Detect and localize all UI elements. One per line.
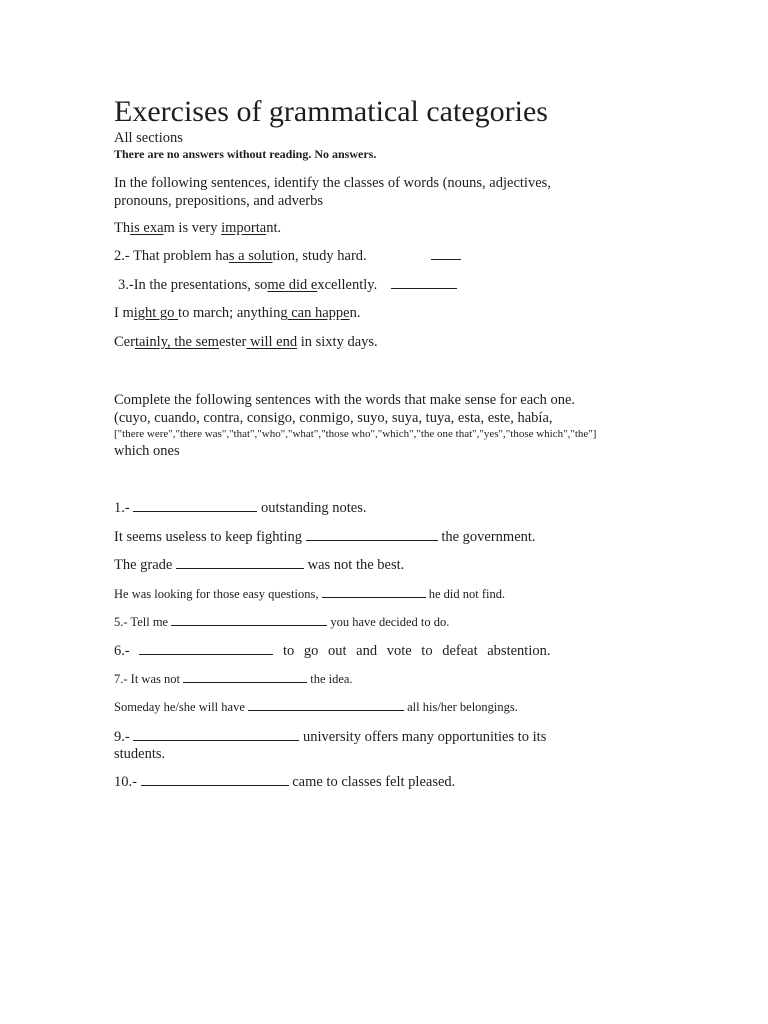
answer-blank[interactable] [183, 672, 307, 683]
exercise-item-2: It seems useless to keep fighting the government. [114, 529, 536, 545]
answer-blank[interactable] [171, 615, 327, 626]
answer-blank[interactable] [139, 642, 273, 655]
section1-sentence-3: 3.-In the presentations, some did excellently. [118, 276, 457, 294]
page-subtitle: All sections [114, 130, 183, 146]
answer-blank[interactable] [133, 499, 257, 512]
answer-blank[interactable] [141, 773, 289, 786]
exercise-item-10: 10.- came to classes felt pleased. [114, 774, 456, 790]
section1-sentence-4: I might go to march; anything can happen. [114, 305, 361, 321]
section2-translation-line: ["there were","there was","that","who","what","those who","which","the one that","yes","those which","the"] [114, 428, 597, 440]
section1-instruction: In the following sentences, identify the classes of words (nouns, adjectives, pronouns, prepositions, and adverbs [114, 175, 551, 209]
section1-sentence-5: Certainly, the semester will end in sixty days. [114, 334, 378, 350]
section1-sentence-1: This exam is very important. [114, 220, 282, 236]
answer-blank[interactable] [431, 247, 461, 260]
exercise-item-1: 1.- outstanding notes. [114, 500, 367, 516]
answer-blank[interactable] [176, 556, 304, 569]
exercise-item-9-continuation: students. [114, 746, 166, 762]
exercise-item-3: The grade was not the best. [114, 557, 405, 573]
section2-instruction-line3: which ones [114, 443, 180, 459]
answer-blank[interactable] [133, 728, 299, 741]
exercise-item-4: He was looking for those easy questions, he did not find. [114, 587, 506, 601]
answer-blank[interactable] [322, 587, 426, 598]
answer-blank[interactable] [248, 700, 404, 711]
section1-sentence-2: 2.- That problem has a solution, study hard. [114, 247, 461, 265]
page-note: There are no answers without reading. No answers. [114, 147, 377, 161]
exercise-item-8: Someday he/she will have all his/her belongings. [114, 700, 518, 714]
exercise-item-5: 5.- Tell me you have decided to do. [114, 615, 450, 629]
exercise-item-6: 6.- to go out and vote to defeat abstention. [114, 643, 551, 659]
page-title: Exercises of grammatical categories [114, 95, 548, 128]
section2-instruction-line2: (cuyo, cuando, contra, consigo, conmigo, suyo, suya, tuya, esta, este, había, [114, 410, 553, 426]
answer-blank[interactable] [306, 528, 438, 541]
answer-blank[interactable] [391, 276, 457, 289]
exercise-item-9: 9.- university offers many opportunities to its [114, 729, 547, 745]
exercise-item-7: 7.- It was not the idea. [114, 672, 353, 686]
section2-instruction-line1: Complete the following sentences with the words that make sense for each one. [114, 392, 576, 408]
